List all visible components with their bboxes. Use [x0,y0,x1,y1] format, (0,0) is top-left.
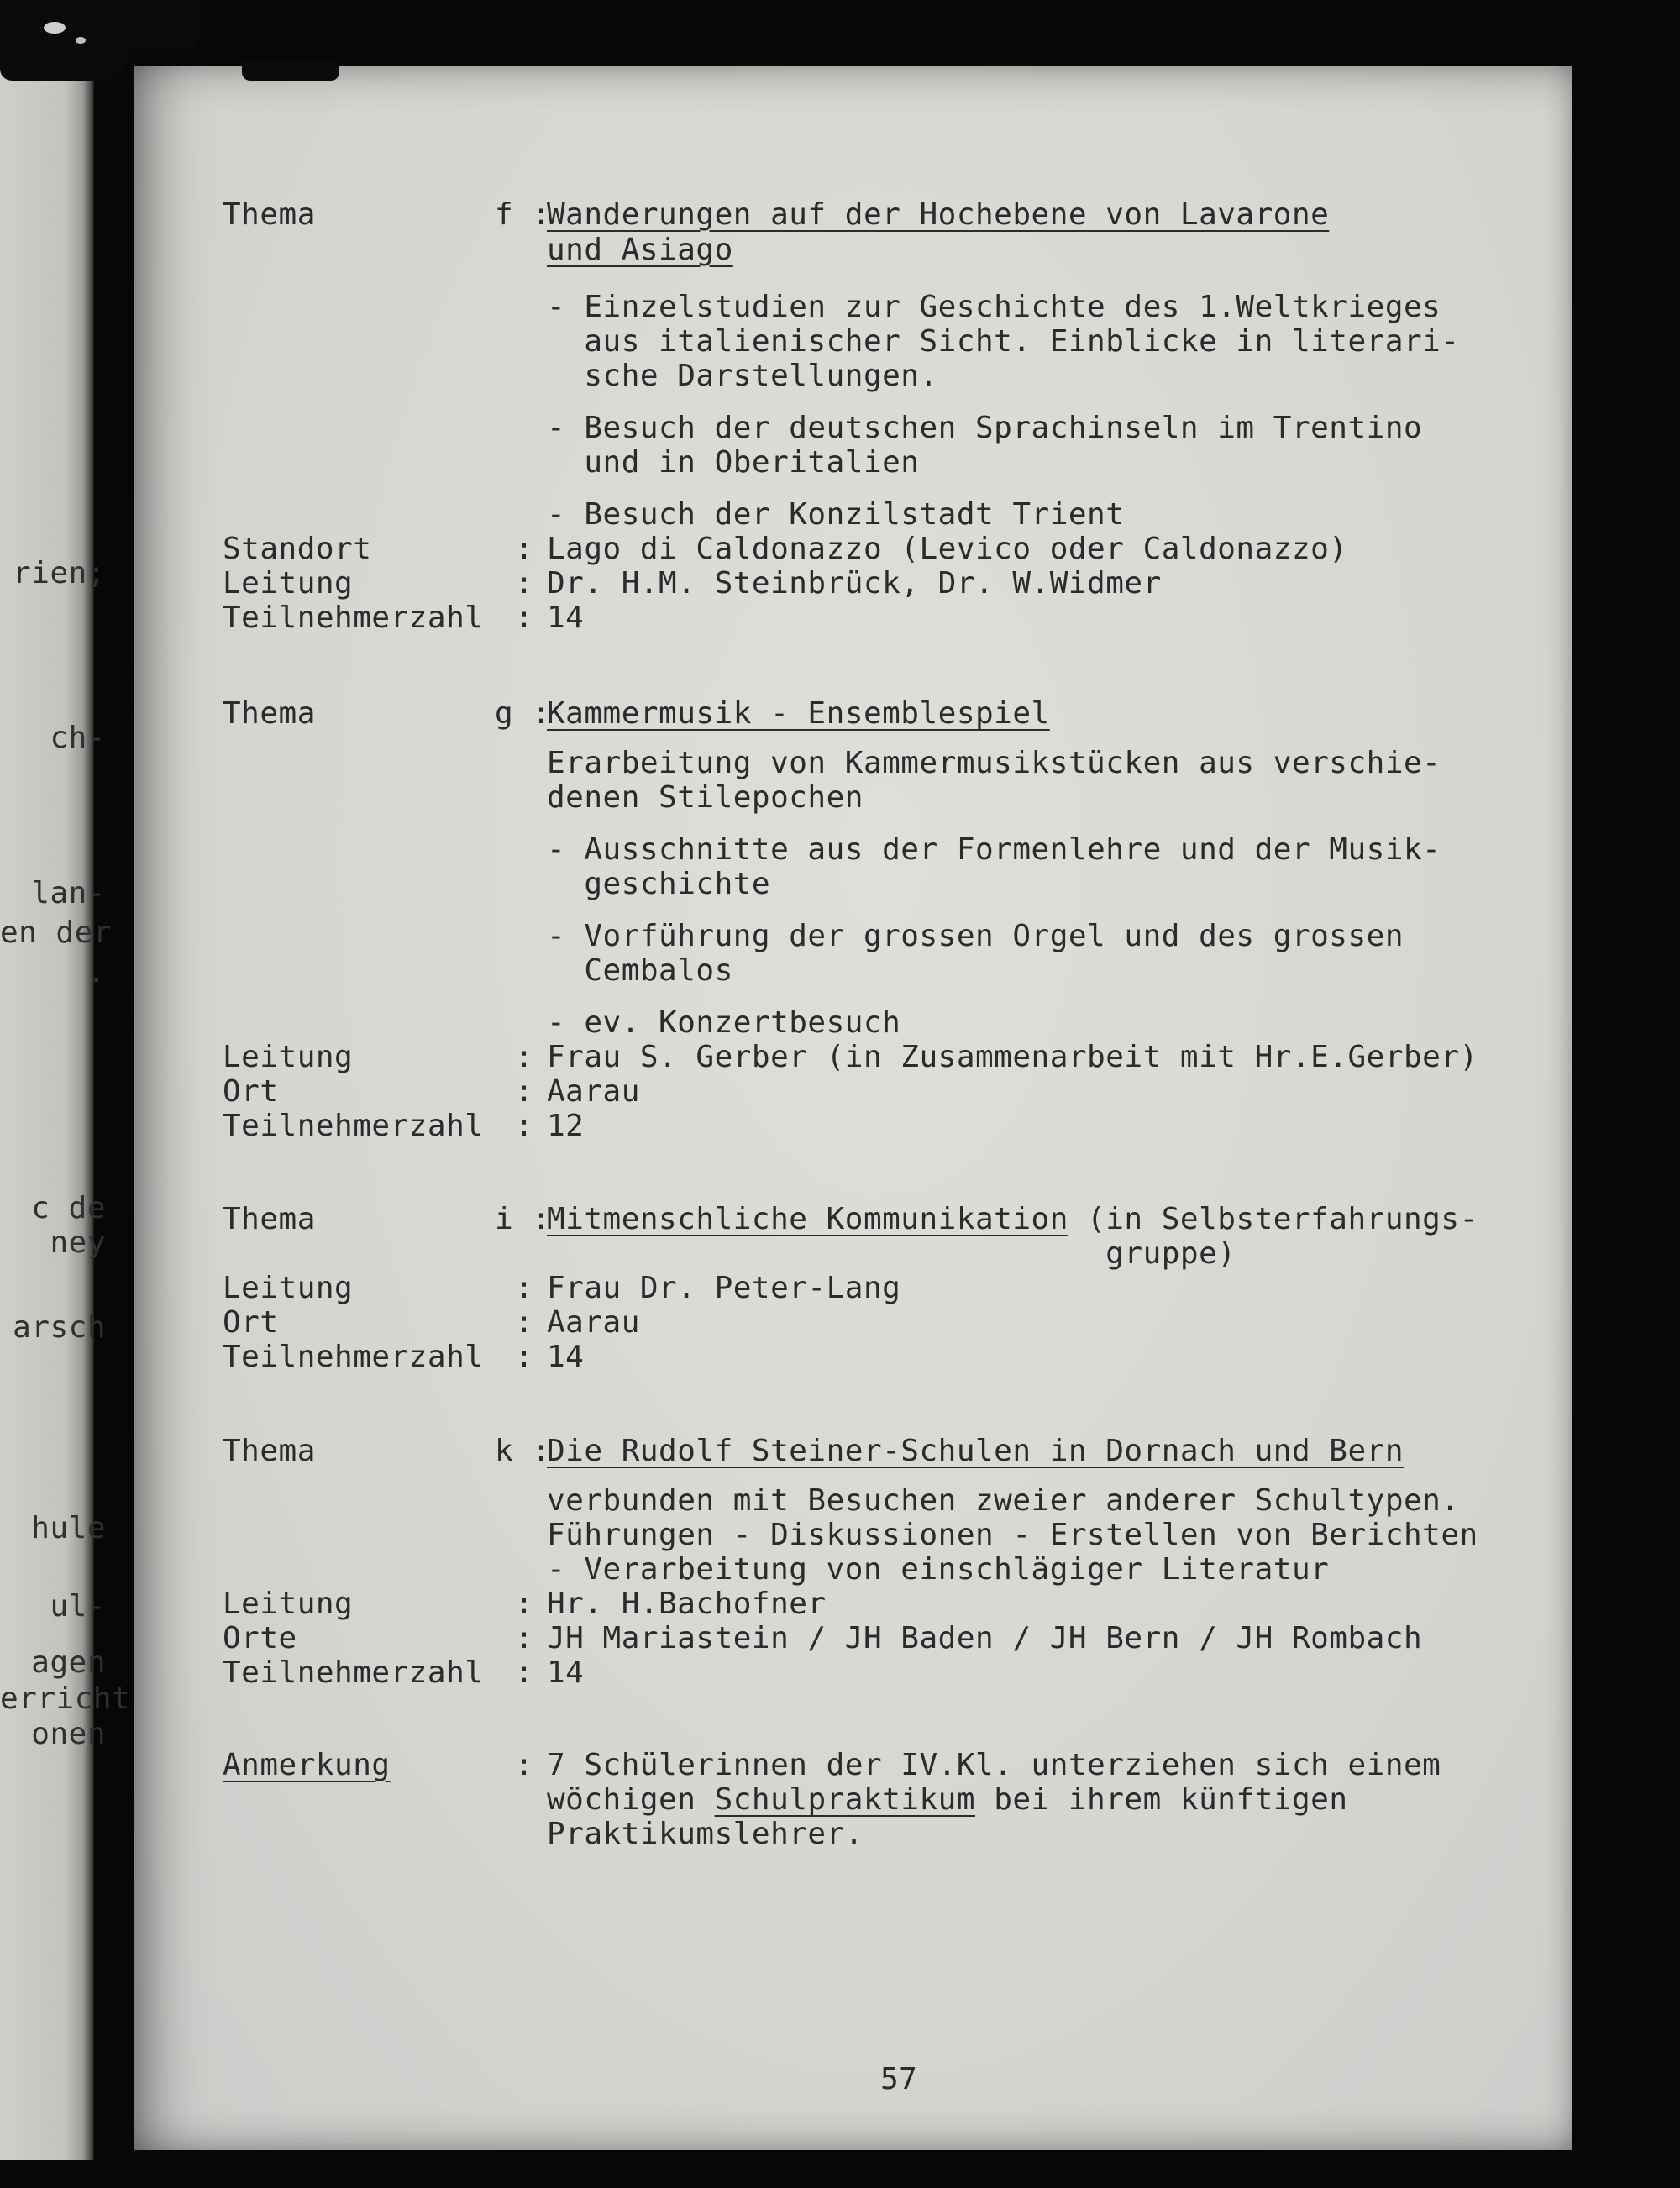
field-label: Standort [223,532,372,566]
field-colon: : [515,1040,534,1074]
field-label: Leitung [223,1587,354,1621]
section-body-line: und in Oberitalien [547,445,920,480]
previous-page-edge [0,52,131,2160]
thema-key: i : [495,1202,551,1236]
field-colon: : [515,1340,534,1374]
thema-key: f : [495,197,551,232]
section-title: Kammermusik - Ensemblespiel [547,696,1050,731]
field-value: Frau S. Gerber (in Zusammenarbeit mit Hr.E.Gerber) [547,1040,1478,1074]
field-value: Frau Dr. Peter-Lang [547,1271,901,1305]
note-line [547,1782,1348,1817]
field-label: Leitung [223,566,354,601]
section-body-line: - Besuch der Konzilstadt Trient [547,497,1125,532]
section-body-line: Führungen - Diskussionen - Erstellen von Berichten [547,1518,1478,1552]
field-value: 12 [547,1109,585,1143]
section-body-line: geschichte [547,867,771,901]
left-page-text-fragment: ney [50,1225,106,1260]
section-body-line: aus italienischer Sicht. Einblicke in literari- [547,324,1460,359]
left-page-text-fragment: en der [0,916,113,950]
field-value: JH Mariastein / JH Baden / JH Bern / JH Rombach [547,1621,1423,1655]
field-label: Ort [223,1305,279,1340]
left-page-text-fragment: ul- [50,1589,106,1624]
left-page-text-fragment: c de [31,1191,106,1225]
field-label: Teilnehmerzahl [223,1655,484,1690]
field-label: Leitung [223,1040,354,1074]
section-body-line: sche Darstellungen. [547,359,938,393]
field-value: Hr. H.Bachofner [547,1587,827,1621]
thema-label: Thema [223,1434,316,1468]
section-title [547,1202,1478,1236]
section-body-line: - ev. Konzertbesuch [547,1005,901,1040]
left-page-text-fragment: onen [31,1717,106,1751]
field-label: Teilnehmerzahl [223,1340,484,1374]
note-line: Praktikumslehrer. [547,1817,864,1851]
section-title: Wanderungen auf der Hochebene von Lavarone [547,197,1330,232]
field-colon: : [515,1305,534,1340]
note-line2-suffix: bei ihrem künftigen [975,1782,1348,1817]
scan-artifact [76,37,86,44]
field-value: Dr. H.M. Steinbrück, Dr. W.Widmer [547,566,1162,601]
thema-label: Thema [223,1202,316,1236]
field-label: Teilnehmerzahl [223,1109,484,1143]
section-body-line: denen Stilepochen [547,780,864,815]
section-title: Die Rudolf Steiner-Schulen in Dornach und Bern [547,1434,1404,1468]
note-line2-prefix: wöchigen [547,1782,715,1817]
field-colon: : [515,601,534,635]
field-colon: : [515,1109,534,1143]
field-value: Aarau [547,1305,640,1340]
field-value: 14 [547,601,585,635]
section-body-line: - Besuch der deutschen Sprachinseln im Trentino [547,411,1423,445]
field-colon: : [515,1074,534,1109]
field-value: Aarau [547,1074,640,1109]
field-colon: : [515,1748,534,1782]
section-title: und Asiago [547,233,733,267]
field-value: 14 [547,1655,585,1690]
left-page-text-fragment: agen [31,1645,106,1680]
field-colon: : [515,532,534,566]
section-body-line: - Ausschnitte aus der Formenlehre und der Musik- [547,832,1441,867]
section-body-line: - Einzelstudien zur Geschichte des 1.Weltkrieges [547,290,1441,324]
field-colon: : [515,566,534,601]
section-title-wrap: gruppe) [547,1236,1236,1271]
thema-label: Thema [223,696,316,731]
section-body-line: Cembalos [547,953,733,988]
note-line2-underlined: Schulpraktikum [714,1782,976,1817]
field-colon: : [515,1587,534,1621]
thema-label: Thema [223,197,316,232]
section-title-suffix: (in Selbsterfahrungs- [1068,1202,1478,1236]
thema-key: g : [495,696,551,731]
field-colon: : [515,1621,534,1655]
left-page-text-fragment: lan- [31,876,106,910]
left-page-text-fragment: hule [31,1511,106,1545]
section-body-line: - Vorführung der grossen Orgel und des grossen [547,919,1404,953]
field-label: Ort [223,1074,279,1109]
scan-artifact [242,59,339,81]
field-colon: : [515,1655,534,1690]
section-title-underlined: Mitmenschliche Kommunikation [547,1202,1068,1236]
page-number: 57 [880,2062,918,2096]
field-label: Leitung [223,1271,354,1305]
field-label: Orte [223,1621,297,1655]
left-page-text-fragment: . [87,955,106,989]
scan-artifact [44,22,66,34]
section-body-line: Erarbeitung von Kammermusikstücken aus verschie- [547,746,1441,780]
field-value: Lago di Caldonazzo (Levico oder Caldonazzo) [547,532,1348,566]
left-page-text-fragment: ch- [50,721,106,755]
left-page-text-fragment: arsch [13,1310,106,1345]
section-body-line: - Verarbeitung von einschlägiger Literatur [547,1552,1330,1587]
thema-key: k : [495,1434,551,1468]
scan-artifact [109,0,200,49]
field-label: Teilnehmerzahl [223,601,484,635]
field-value: 14 [547,1340,585,1374]
note-line: 7 Schülerinnen der IV.Kl. unterziehen sich einem [547,1748,1441,1782]
note-label: Anmerkung [223,1748,391,1782]
left-page-text-fragment: erricht [0,1682,131,1716]
section-body-line: verbunden mit Besuchen zweier anderer Schultypen. [547,1483,1460,1518]
field-colon: : [515,1271,534,1305]
left-page-text-fragment: rien; [13,556,106,590]
